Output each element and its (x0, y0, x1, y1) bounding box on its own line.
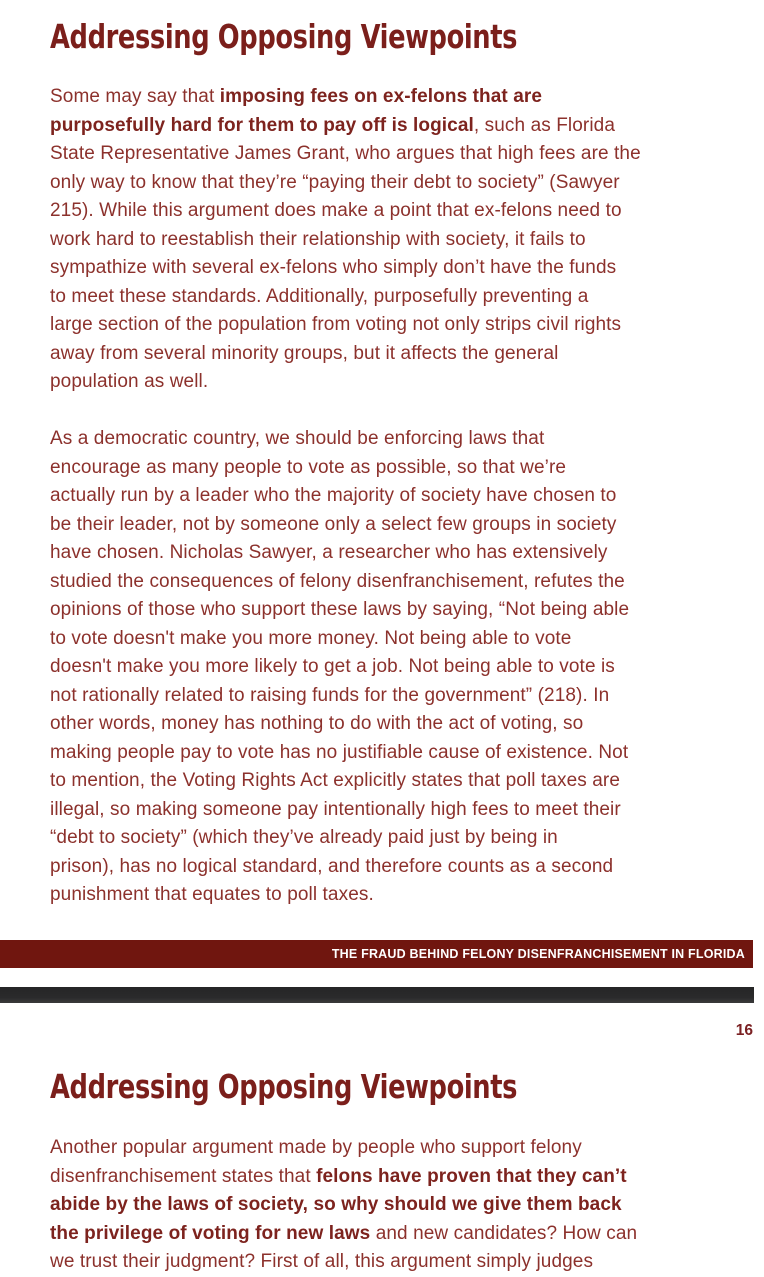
text-line (50, 682, 750, 711)
text-segment: , such as Florida (473, 114, 615, 136)
text-segment: large section of the population from voting not only strips civil rights (50, 314, 622, 335)
text-line (50, 482, 750, 511)
text-line (50, 710, 750, 739)
text-segment: Another popular argument made by people who support felony (50, 1137, 582, 1158)
text-segment: “debt to society” (which they’ve already paid just by being in (50, 827, 558, 848)
text-segment: to meet these standards. Additionally, purposefully preventing a (50, 285, 589, 307)
text-line (50, 311, 750, 340)
text-line (50, 425, 750, 454)
paragraph (50, 83, 750, 397)
text-line (50, 824, 750, 853)
page-title: Addressing Opposing Viewpoints (50, 17, 518, 56)
text-line (50, 511, 750, 540)
footer-banner (0, 940, 753, 968)
text-segment: to mention, the Voting Rights Act explicitly states that poll taxes are (50, 770, 621, 791)
text-segment: and new candidates? How can (370, 1222, 638, 1244)
text-segment: purposefully hard for them to pay off is logical (50, 114, 474, 136)
text-line (50, 1163, 750, 1192)
text-line (50, 140, 750, 169)
text-line (50, 568, 750, 597)
text-line (50, 881, 750, 910)
text-segment: prison), has no logical standard, and therefore counts as a second (50, 855, 614, 877)
paragraph (50, 425, 750, 910)
text-segment: population as well. (50, 371, 209, 392)
text-segment: illegal, so making someone pay intentionally high fees to meet their (50, 798, 621, 820)
page-1-body (50, 83, 750, 910)
text-segment: imposing fees on ex-felons that are (219, 86, 543, 107)
text-segment: Some may say that (50, 86, 220, 107)
text-line (50, 1220, 750, 1249)
text-segment: studied the consequences of felony disenfranchisement, refutes the (50, 570, 625, 592)
text-line (50, 197, 750, 226)
text-segment: punishment that equates to poll taxes. (50, 884, 374, 905)
text-line (50, 625, 750, 654)
text-segment: not rationally related to raising funds for the government” (218). In (50, 684, 610, 706)
text-line (50, 283, 750, 312)
text-line (50, 112, 750, 141)
text-segment: encourage as many people to vote as possible, so that we’re (50, 456, 567, 478)
text-line (50, 539, 750, 568)
text-segment: we trust their judgment? First of all, this argument simply judges (50, 1251, 594, 1272)
page-separator-bar (0, 987, 754, 1003)
text-segment: sympathize with several ex-felons who simply don’t have the funds (50, 257, 617, 278)
text-line (50, 739, 750, 768)
text-segment: work hard to reestablish their relationship with society, it fails to (50, 228, 586, 250)
paragraph (50, 1134, 750, 1277)
page-2-body (50, 1134, 750, 1277)
text-line (50, 1248, 750, 1277)
page-title: Addressing Opposing Viewpoints (50, 1067, 518, 1106)
text-segment: the privilege of voting for new laws (50, 1222, 371, 1244)
text-segment: doesn't make you more likely to get a job. Not being able to vote is (50, 656, 615, 677)
text-segment: be their leader, not by someone only a select few groups in society (50, 513, 617, 535)
text-segment: only way to know that they’re “paying their debt to society” (Sawyer (50, 171, 620, 193)
text-segment: 215). While this argument does make a point that ex-felons need to (50, 200, 622, 221)
text-line (50, 767, 750, 796)
text-line (50, 454, 750, 483)
text-line (50, 254, 750, 283)
text-line (50, 226, 750, 255)
text-line (50, 83, 750, 112)
text-segment: disenfranchisement states that (50, 1165, 317, 1187)
footer-banner-text: THE FRAUD BEHIND FELONY DISENFRANCHISEMENT IN FLORIDA (331, 947, 745, 961)
text-segment: to vote doesn't make you more money. Not being able to vote (50, 627, 572, 649)
text-line (50, 653, 750, 682)
text-segment: opinions of those who support these laws by saying, “Not being able (50, 599, 630, 620)
text-segment: abide by the laws of society, so why should we give them back (50, 1194, 622, 1215)
text-line (50, 169, 750, 198)
text-segment: State Representative James Grant, who argues that high fees are the (50, 143, 641, 164)
text-segment: felons have proven that they can’t (316, 1165, 627, 1187)
text-line (50, 1191, 750, 1220)
text-line (50, 1134, 750, 1163)
text-segment: actually run by a leader who the majority of society have chosen to (50, 485, 617, 506)
page-number: 16 (735, 1022, 753, 1039)
text-line (50, 368, 750, 397)
text-line (50, 340, 750, 369)
text-line (50, 853, 750, 882)
text-segment: other words, money has nothing to do with the act of voting, so (50, 713, 584, 734)
text-segment: making people pay to vote has no justifiable cause of existence. Not (50, 741, 629, 763)
text-segment: As a democratic country, we should be enforcing laws that (50, 428, 545, 449)
text-line (50, 796, 750, 825)
text-line (50, 596, 750, 625)
text-segment: have chosen. Nicholas Sawyer, a researcher who has extensively (50, 542, 608, 563)
text-segment: away from several minority groups, but it affects the general (50, 342, 559, 364)
